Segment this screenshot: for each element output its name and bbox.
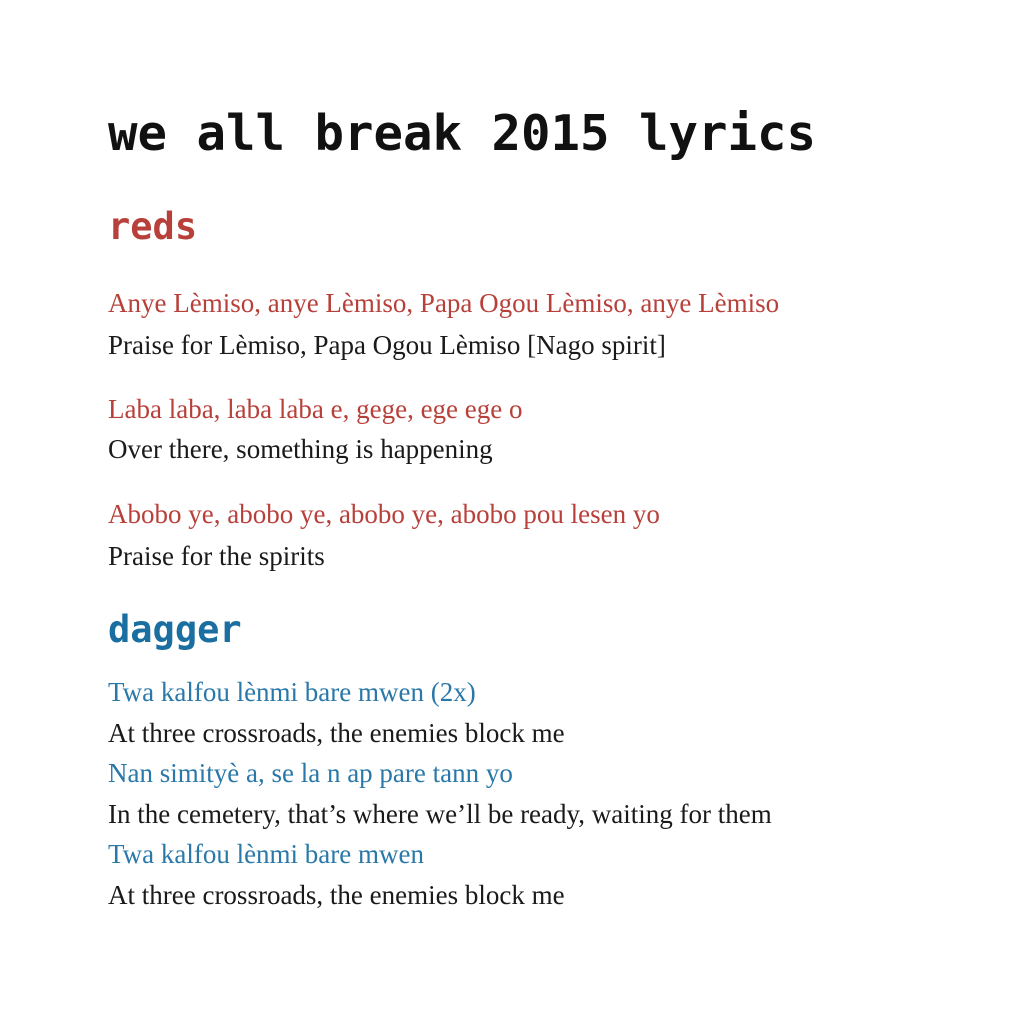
dagger-translation-1: At three crossroads, the enemies block me [108, 718, 565, 748]
section-heading-reds: reds [108, 205, 198, 248]
dagger-verse-3: Twa kalfou lènmi bare mwen [108, 839, 424, 869]
reds-translation-2: Over there, something is happening [108, 434, 493, 464]
reds-verse-3: Abobo ye, abobo ye, abobo ye, abobo pou lesen yo [108, 499, 660, 529]
reds-translation-1: Praise for Lèmiso, Papa Ogou Lèmiso [Nago spirit] [108, 330, 666, 360]
reds-translation-3: Praise for the spirits [108, 541, 325, 571]
reds-verse-1: Anye Lèmiso, anye Lèmiso, Papa Ogou Lèmiso, anye Lèmiso [108, 288, 780, 318]
dagger-verse-2: Nan simityè a, se la n ap pare tann yo [108, 758, 513, 788]
page-title: we all break 2015 lyrics [108, 105, 817, 162]
reds-verse-2: Laba laba, laba laba e, gege, ege ege o [108, 394, 523, 424]
section-heading-dagger: dagger [108, 608, 242, 651]
dagger-verse-1: Twa kalfou lènmi bare mwen (2x) [108, 677, 476, 707]
dagger-translation-2: In the cemetery, that’s where we’ll be ready, waiting for them [108, 799, 772, 829]
dagger-translation-3: At three crossroads, the enemies block me [108, 880, 565, 910]
